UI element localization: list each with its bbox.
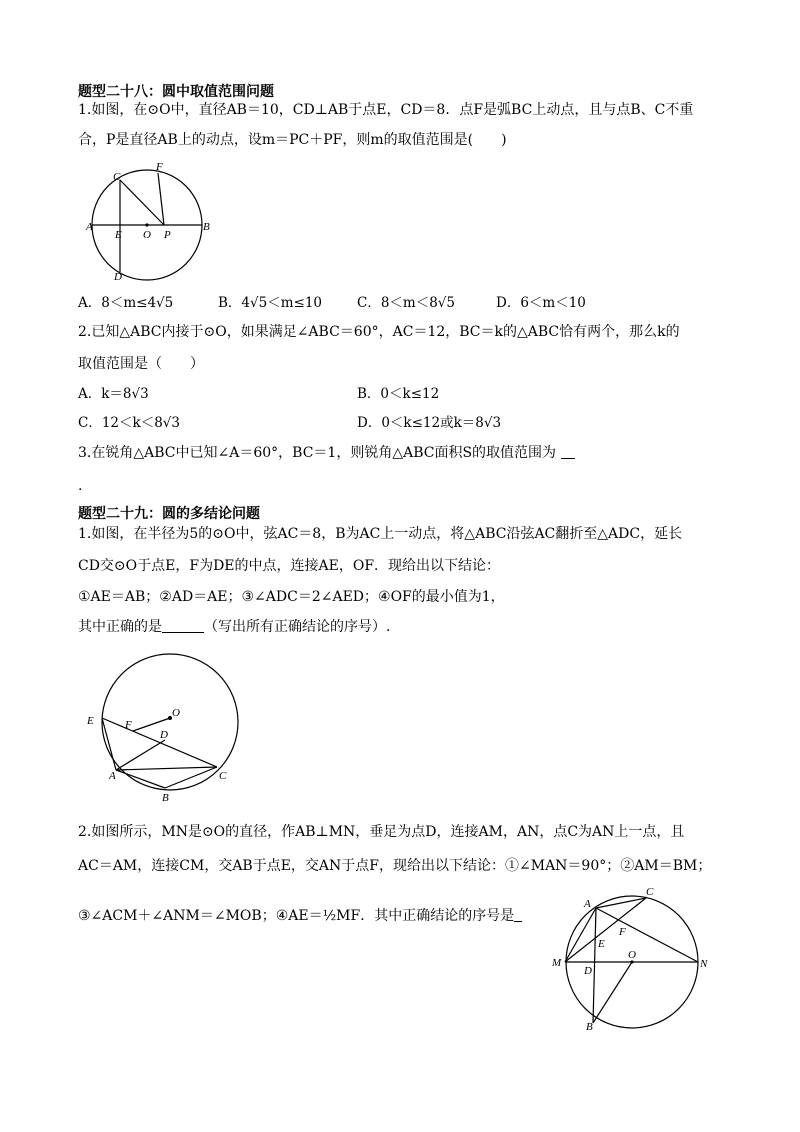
- label-o: O: [172, 707, 180, 719]
- figure-28-1: [86, 160, 220, 285]
- q28-1-choice-a[interactable]: A．8＜m≤4√5: [78, 295, 174, 311]
- label-p: P: [164, 229, 171, 241]
- label-b: B: [586, 1021, 593, 1033]
- label-d: D: [584, 965, 592, 977]
- q29-2-line2: AC＝AM，连接CM，交AB于点E，交AN于点F，现给出以下结论：①∠MAN＝90°；②AM＝BM；: [78, 858, 712, 874]
- label-b: B: [203, 221, 210, 233]
- center-dot: [145, 223, 148, 226]
- q28-3-line2: .: [78, 478, 83, 494]
- segment-ec: [102, 718, 217, 767]
- label-d: D: [114, 271, 122, 283]
- label-f: F: [619, 926, 626, 938]
- label-e: E: [598, 938, 605, 950]
- q28-3-answer-blank[interactable]: [561, 444, 575, 459]
- q29-1-text-a: 其中正确的是: [78, 619, 162, 635]
- chord-ac: [116, 767, 217, 770]
- q29-1-answer-blank[interactable]: [162, 618, 204, 633]
- label-m: M: [552, 957, 562, 969]
- q28-2-choice-a[interactable]: A．k＝8√3: [78, 386, 149, 402]
- label-n: N: [700, 958, 708, 970]
- label-f: F: [156, 161, 163, 173]
- q28-2-choice-d[interactable]: D．0＜k≤12或k＝8√3: [357, 415, 502, 431]
- label-e: E: [87, 715, 94, 727]
- segment-ab: [116, 770, 165, 788]
- q28-1-choice-b[interactable]: B．4√5＜m≤10: [218, 295, 322, 311]
- figure-29-2: [550, 885, 720, 1033]
- section-28-title: 题型二十八：圆中取值范围问题: [78, 84, 274, 100]
- segment-pf: [158, 173, 164, 225]
- q29-1-line4: [78, 617, 390, 637]
- segment-pc: [120, 180, 164, 225]
- label-e: E: [115, 229, 122, 241]
- segment-ae: [102, 718, 116, 770]
- q29-1-text-b: （写出所有正确结论的序号）.: [204, 619, 391, 635]
- label-a: A: [584, 898, 591, 910]
- figure-29-1: [85, 650, 250, 810]
- q28-1-choice-d[interactable]: D．6＜m＜10: [496, 295, 586, 311]
- q28-3-text: 3.在锐角△ABC中已知∠A＝60°，BC＝1，则锐角△ABC面积S的取值范围为: [78, 445, 557, 461]
- q29-2-line3: [78, 906, 522, 926]
- q29-2-text: ③∠ACM＋∠ANM＝∠MOB；④AE＝½MF．其中正确结论的序号是: [78, 908, 515, 924]
- q28-1-line2: 合，P是直径AB上的动点，设m＝PC＋PF，则m的取值范围是( ): [78, 132, 507, 148]
- q28-1-choice-c[interactable]: C．8＜m＜8√5: [357, 295, 456, 311]
- q28-2-choice-c[interactable]: C．12＜k＜8√3: [78, 415, 180, 431]
- label-c: C: [219, 770, 227, 782]
- q29-1-line2: CD交⊙O于点E，F为DE的中点，连接AE，OF．现给出以下结论：: [78, 558, 501, 574]
- segment-ob: [593, 962, 632, 1023]
- segment-ad: [116, 740, 165, 770]
- label-a: A: [109, 770, 116, 782]
- label-o: O: [628, 949, 636, 961]
- segment-an: [596, 908, 698, 962]
- section-29-title: 题型二十九：圆的多结论问题: [78, 506, 260, 522]
- q29-1-line1: 1.如图，在半径为5的⊙O中，弦AC＝8，B为AC上一动点，将△ABC沿弦AC翻折至△ADC，延长: [78, 526, 683, 542]
- q28-2-choice-b[interactable]: B．0＜k≤12: [357, 386, 440, 402]
- label-a: A: [86, 221, 93, 233]
- q29-1-line3: ①AE＝AB；②AD＝AE；③∠ADC＝2∠AED；④OF的最小值为1，: [78, 589, 505, 605]
- label-c: C: [113, 171, 121, 183]
- q29-2-answer-blank[interactable]: [514, 907, 522, 922]
- label-o: O: [143, 229, 151, 241]
- label-b: B: [162, 792, 169, 804]
- q28-2-line2: 取值范围是（ ）: [78, 356, 204, 372]
- q29-2-line1: 2.如图所示，MN是⊙O的直径，作AB⊥MN，垂足为点D，连接AM，AN，点C为AN上一点，且: [78, 824, 685, 840]
- segment-am: [565, 908, 596, 962]
- q28-3-line1: [78, 443, 575, 463]
- q28-1-line1: 1.如图，在⊙O中，直径AB＝10，CD⊥AB于点E，CD＝8．点F是弧BC上动点，且与点B、C不重: [78, 102, 694, 118]
- label-f: F: [125, 719, 132, 731]
- label-d: D: [160, 729, 168, 741]
- chord-ab: [593, 908, 596, 1023]
- q28-2-line1: 2.已知△ABC内接于⊙O，如果满足∠ABC＝60°，AC＝12，BC＝k的△ABC恰有两个，那么k的: [78, 324, 680, 340]
- label-c: C: [646, 886, 654, 898]
